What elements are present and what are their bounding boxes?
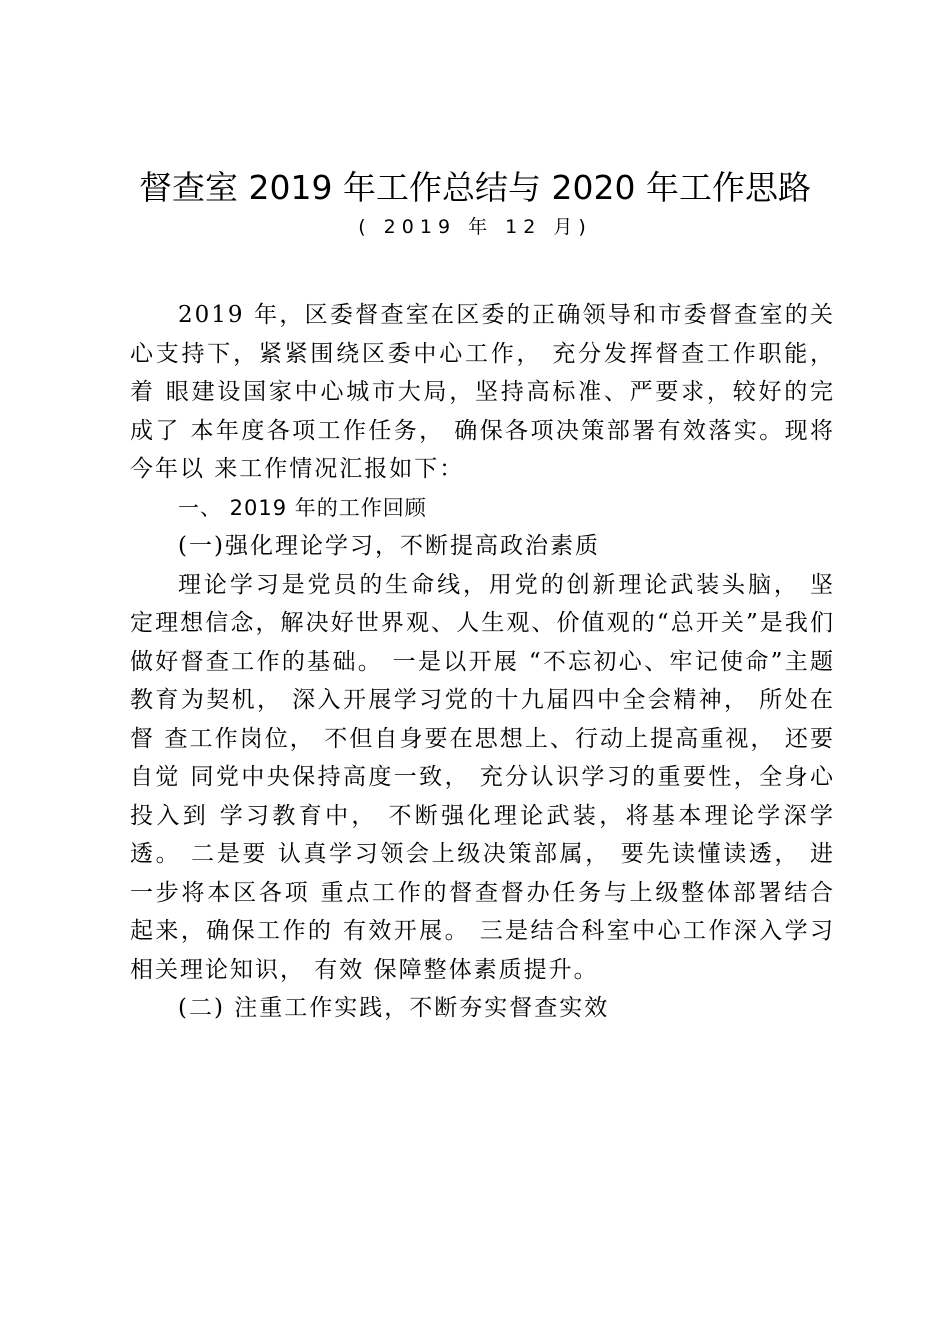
subsection-heading-theory-study: (一)强化理论学习，不断提高政治素质 — [178, 533, 600, 559]
theory-study-paragraph: 理论学习是党员的生命线，用党的创新理论武装头脑， 坚定理想信念，解决好世界观、人生观、价值观的“总开关”是我们做好督查工作的基础。 一是以开展 “不忘初心、牢记使命”主题 教育为契机， 深入开展学习党的十九届四中全会精神， 所处在督 查工作岗位， 不但自身要在思想上、行动上提高重视， 还要自觉 同党中央保持高度一致， 充分认识学习的重要性，全身心投入到 学习教育中， 不断强化理论武装，将基本理论学深学透。 二是要 认真学习领会上级决策部属， 要先读懂读透， 进一步将本区各项 重点工作的督查督办任务与上级整体部署结合起来，确保工作的 有效开展。 三是结合科室中心工作深入学习相关理论知识， 有效 保障整体素质提升。 — [130, 571, 835, 983]
document-body — [130, 296, 835, 1028]
intro-paragraph: 2019 年，区委督查室在区委的正确领导和市委督查室的关心支持下，紧紧围绕区委中心工作， 充分发挥督查工作职能，着 眼建设国家中心城市大局，坚持高标准、严要求，较好的完成了 本年度各项工作任务， 确保各项决策部署有效落实。现将今年以 来工作情况汇报如下： — [130, 302, 835, 482]
page-title: 督查室 2019 年工作总结与 2020 年工作思路 — [139, 168, 811, 207]
subsection-heading-work-practice: (二) 注重工作实践，不断夯实督查实效 — [178, 995, 610, 1021]
section-heading-review: 一、 2019 年的工作回顾 — [178, 495, 427, 520]
date-subtitle: ( 2019 年 12 月) — [358, 216, 592, 238]
